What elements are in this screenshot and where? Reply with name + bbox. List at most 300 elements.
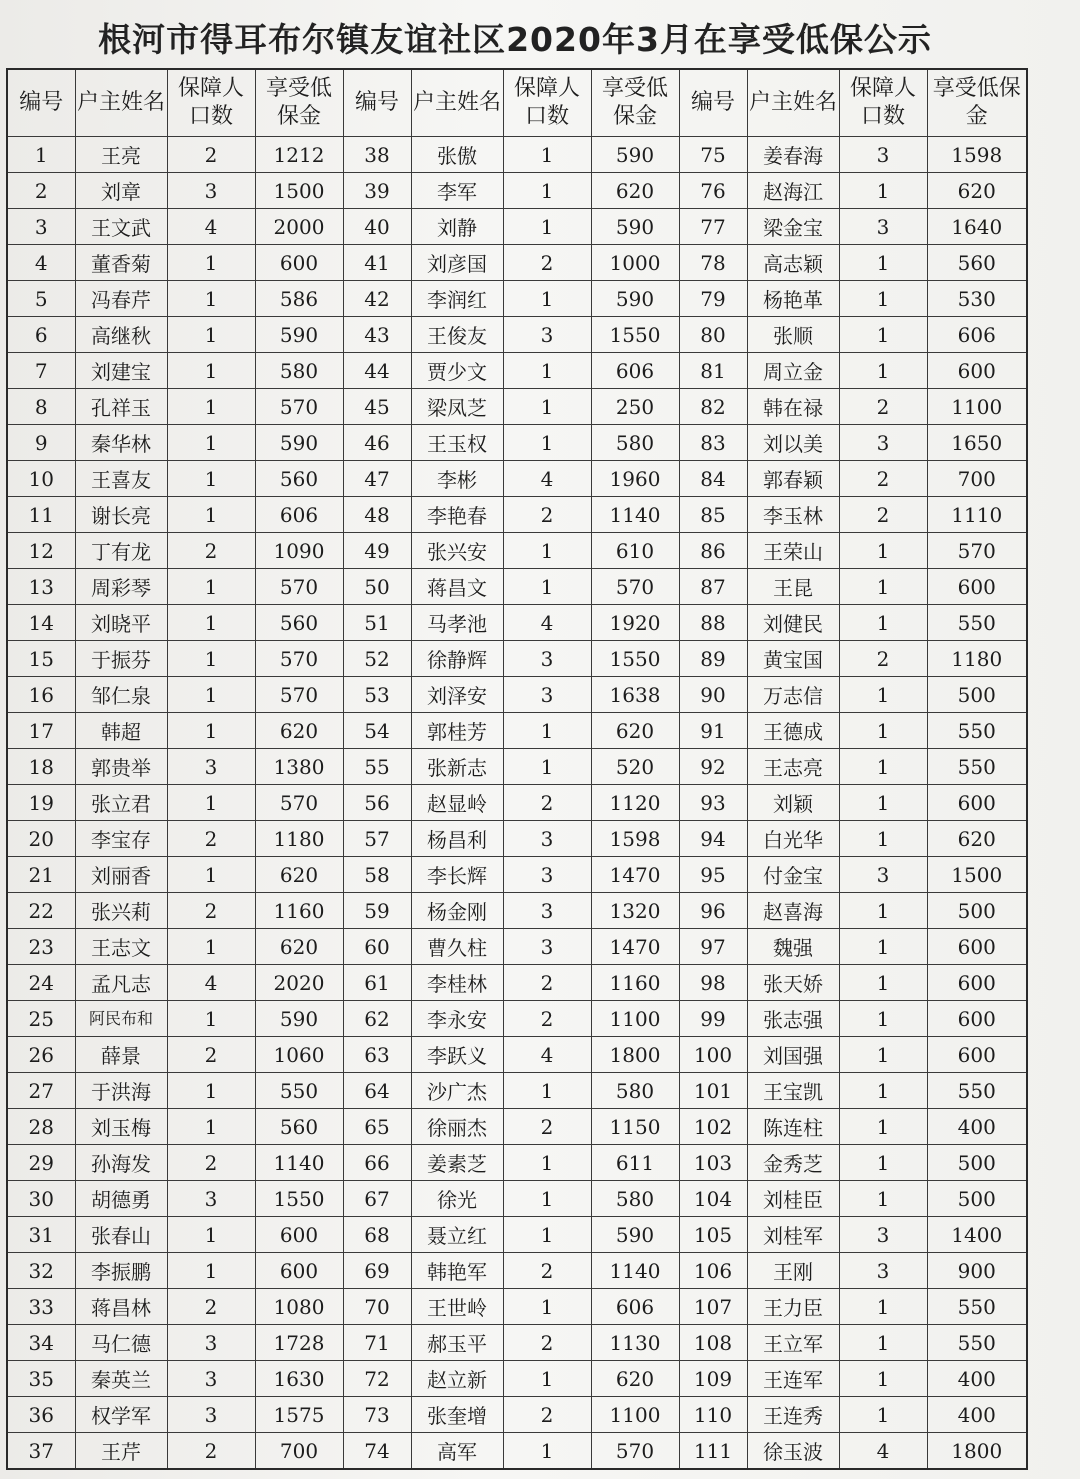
cell-householder: 刘章	[75, 173, 167, 209]
cell-persons: 2	[839, 461, 927, 497]
cell-persons: 1	[503, 533, 591, 569]
cell-allowance: 590	[591, 137, 679, 173]
cell-id: 16	[7, 677, 75, 713]
cell-id: 50	[343, 569, 411, 605]
cell-id: 48	[343, 497, 411, 533]
table-row	[7, 1145, 1027, 1181]
cell-persons: 2	[167, 1289, 255, 1325]
cell-persons: 1	[839, 1325, 927, 1361]
table-row	[7, 641, 1027, 677]
cell-persons: 1	[167, 857, 255, 893]
cell-allowance: 1470	[591, 929, 679, 965]
cell-persons: 1	[167, 425, 255, 461]
cell-householder: 付金宝	[747, 857, 839, 893]
table-row	[7, 929, 1027, 965]
cell-allowance: 580	[591, 425, 679, 461]
cell-id: 71	[343, 1325, 411, 1361]
cell-id: 66	[343, 1145, 411, 1181]
cell-allowance: 400	[927, 1109, 1027, 1145]
cell-allowance: 1380	[255, 749, 343, 785]
cell-persons: 4	[503, 461, 591, 497]
cell-householder: 王文武	[75, 209, 167, 245]
cell-allowance: 550	[927, 1073, 1027, 1109]
cell-id: 9	[7, 425, 75, 461]
roster-body	[7, 137, 1027, 1470]
cell-id: 81	[679, 353, 747, 389]
cell-persons: 3	[839, 425, 927, 461]
cell-allowance: 1800	[927, 1433, 1027, 1470]
cell-id: 99	[679, 1001, 747, 1037]
cell-persons: 3	[503, 929, 591, 965]
table-row	[7, 533, 1027, 569]
table-row	[7, 785, 1027, 821]
cell-persons: 1	[503, 569, 591, 605]
cell-allowance: 1000	[591, 245, 679, 281]
cell-persons: 1	[839, 1073, 927, 1109]
cell-persons: 1	[839, 677, 927, 713]
cell-id: 47	[343, 461, 411, 497]
cell-id: 41	[343, 245, 411, 281]
cell-allowance: 600	[255, 245, 343, 281]
page-title: 根河市得耳布尔镇友谊社区2020年3月在享受低保公示	[98, 20, 932, 59]
cell-persons: 1	[503, 1217, 591, 1253]
cell-id: 76	[679, 173, 747, 209]
cell-id: 86	[679, 533, 747, 569]
cell-id: 4	[7, 245, 75, 281]
cell-householder: 李彬	[411, 461, 503, 497]
cell-allowance: 1130	[591, 1325, 679, 1361]
table-row	[7, 1109, 1027, 1145]
cell-id: 30	[7, 1181, 75, 1217]
cell-householder: 杨昌利	[411, 821, 503, 857]
cell-persons: 1	[167, 389, 255, 425]
cell-persons: 1	[839, 1397, 927, 1433]
cell-id: 78	[679, 245, 747, 281]
cell-allowance: 1400	[927, 1217, 1027, 1253]
cell-allowance: 570	[255, 569, 343, 605]
cell-householder: 赵显岭	[411, 785, 503, 821]
cell-allowance: 606	[255, 497, 343, 533]
cell-persons: 1	[503, 173, 591, 209]
cell-allowance: 600	[927, 929, 1027, 965]
cell-id: 74	[343, 1433, 411, 1470]
cell-id: 68	[343, 1217, 411, 1253]
welfare-roster-table	[6, 68, 1028, 1470]
cell-allowance: 900	[927, 1253, 1027, 1289]
header-persons: 保障人口数	[167, 69, 255, 137]
cell-allowance: 570	[591, 1433, 679, 1470]
cell-persons: 4	[839, 1433, 927, 1470]
cell-householder: 徐静辉	[411, 641, 503, 677]
cell-persons: 3	[167, 1361, 255, 1397]
cell-householder: 万志信	[747, 677, 839, 713]
cell-householder: 李长辉	[411, 857, 503, 893]
cell-persons: 1	[167, 713, 255, 749]
cell-householder: 王连秀	[747, 1397, 839, 1433]
cell-allowance: 1320	[591, 893, 679, 929]
table-row	[7, 137, 1027, 173]
table-row	[7, 1073, 1027, 1109]
cell-id: 97	[679, 929, 747, 965]
cell-allowance: 620	[591, 713, 679, 749]
cell-id: 103	[679, 1145, 747, 1181]
cell-id: 23	[7, 929, 75, 965]
cell-persons: 3	[503, 857, 591, 893]
cell-allowance: 550	[927, 1325, 1027, 1361]
cell-id: 29	[7, 1145, 75, 1181]
cell-householder: 邹仁泉	[75, 677, 167, 713]
cell-allowance: 530	[927, 281, 1027, 317]
cell-householder: 李振鹏	[75, 1253, 167, 1289]
cell-householder: 李艳春	[411, 497, 503, 533]
cell-allowance: 500	[927, 893, 1027, 929]
cell-persons: 2	[503, 1397, 591, 1433]
cell-persons: 1	[839, 1289, 927, 1325]
cell-id: 96	[679, 893, 747, 929]
cell-allowance: 1598	[591, 821, 679, 857]
cell-allowance: 700	[255, 1433, 343, 1470]
cell-householder: 谢长亮	[75, 497, 167, 533]
cell-householder: 郭贵举	[75, 749, 167, 785]
cell-persons: 1	[503, 1145, 591, 1181]
cell-persons: 2	[167, 1037, 255, 1073]
cell-householder: 赵喜海	[747, 893, 839, 929]
cell-allowance: 1550	[591, 641, 679, 677]
cell-householder: 贾少文	[411, 353, 503, 389]
cell-id: 59	[343, 893, 411, 929]
cell-id: 98	[679, 965, 747, 1001]
cell-persons: 3	[167, 749, 255, 785]
header-allowance: 享受低保金	[591, 69, 679, 137]
cell-id: 26	[7, 1037, 75, 1073]
cell-id: 72	[343, 1361, 411, 1397]
cell-persons: 1	[503, 749, 591, 785]
cell-persons: 3	[503, 677, 591, 713]
cell-id: 37	[7, 1433, 75, 1470]
cell-householder: 权学军	[75, 1397, 167, 1433]
cell-allowance: 1728	[255, 1325, 343, 1361]
cell-persons: 2	[839, 641, 927, 677]
cell-householder: 徐玉波	[747, 1433, 839, 1470]
cell-id: 73	[343, 1397, 411, 1433]
table-row	[7, 317, 1027, 353]
cell-id: 15	[7, 641, 75, 677]
cell-allowance: 1180	[255, 821, 343, 857]
table-row	[7, 857, 1027, 893]
cell-persons: 2	[503, 497, 591, 533]
cell-persons: 1	[839, 1109, 927, 1145]
table-row	[7, 281, 1027, 317]
cell-persons: 1	[503, 137, 591, 173]
cell-householder: 曹久柱	[411, 929, 503, 965]
cell-allowance: 1640	[927, 209, 1027, 245]
cell-allowance: 586	[255, 281, 343, 317]
cell-persons: 4	[503, 1037, 591, 1073]
table-row	[7, 1037, 1027, 1073]
cell-persons: 1	[503, 713, 591, 749]
cell-householder: 李军	[411, 173, 503, 209]
cell-id: 21	[7, 857, 75, 893]
cell-persons: 1	[167, 1253, 255, 1289]
cell-id: 61	[343, 965, 411, 1001]
cell-householder: 秦华林	[75, 425, 167, 461]
cell-id: 87	[679, 569, 747, 605]
cell-persons: 1	[839, 929, 927, 965]
cell-householder: 王志文	[75, 929, 167, 965]
cell-persons: 2	[167, 1145, 255, 1181]
cell-id: 102	[679, 1109, 747, 1145]
header-row	[7, 69, 1027, 137]
header-householder: 户主姓名	[747, 69, 839, 137]
cell-id: 65	[343, 1109, 411, 1145]
cell-allowance: 1800	[591, 1037, 679, 1073]
cell-allowance: 1160	[591, 965, 679, 1001]
cell-householder: 高志颖	[747, 245, 839, 281]
cell-persons: 3	[503, 893, 591, 929]
cell-allowance: 1140	[591, 497, 679, 533]
cell-persons: 1	[839, 245, 927, 281]
cell-householder: 王世岭	[411, 1289, 503, 1325]
header-persons: 保障人口数	[839, 69, 927, 137]
cell-allowance: 1060	[255, 1037, 343, 1073]
cell-persons: 2	[503, 1253, 591, 1289]
cell-persons: 1	[167, 281, 255, 317]
cell-allowance: 1598	[927, 137, 1027, 173]
cell-allowance: 570	[255, 785, 343, 821]
cell-allowance: 550	[927, 749, 1027, 785]
cell-persons: 1	[503, 1181, 591, 1217]
cell-allowance: 580	[591, 1073, 679, 1109]
cell-persons: 1	[167, 245, 255, 281]
cell-id: 100	[679, 1037, 747, 1073]
cell-householder: 王力臣	[747, 1289, 839, 1325]
cell-allowance: 1140	[591, 1253, 679, 1289]
table-row	[7, 1361, 1027, 1397]
cell-allowance: 560	[927, 245, 1027, 281]
cell-allowance: 570	[927, 533, 1027, 569]
cell-householder: 张兴安	[411, 533, 503, 569]
cell-id: 5	[7, 281, 75, 317]
cell-persons: 1	[839, 1001, 927, 1037]
cell-allowance: 560	[255, 1109, 343, 1145]
cell-householder: 王宝凯	[747, 1073, 839, 1109]
cell-allowance: 1575	[255, 1397, 343, 1433]
table-row	[7, 1001, 1027, 1037]
cell-persons: 1	[167, 353, 255, 389]
table-row	[7, 173, 1027, 209]
table-row	[7, 1217, 1027, 1253]
cell-persons: 1	[167, 1217, 255, 1253]
cell-householder: 董香菊	[75, 245, 167, 281]
cell-householder: 刘玉梅	[75, 1109, 167, 1145]
cell-persons: 3	[167, 1325, 255, 1361]
cell-persons: 3	[167, 173, 255, 209]
cell-id: 75	[679, 137, 747, 173]
cell-persons: 2	[503, 1001, 591, 1037]
cell-persons: 1	[503, 389, 591, 425]
cell-id: 63	[343, 1037, 411, 1073]
cell-id: 13	[7, 569, 75, 605]
table-row	[7, 389, 1027, 425]
cell-householder: 高继秋	[75, 317, 167, 353]
cell-persons: 3	[839, 209, 927, 245]
cell-allowance: 1150	[591, 1109, 679, 1145]
cell-householder: 孔祥玉	[75, 389, 167, 425]
cell-householder: 孟凡志	[75, 965, 167, 1001]
cell-persons: 1	[167, 317, 255, 353]
cell-persons: 2	[503, 245, 591, 281]
cell-allowance: 1550	[255, 1181, 343, 1217]
cell-householder: 刘建宝	[75, 353, 167, 389]
cell-persons: 1	[839, 749, 927, 785]
cell-householder: 聂立红	[411, 1217, 503, 1253]
cell-id: 109	[679, 1361, 747, 1397]
cell-persons: 2	[839, 497, 927, 533]
cell-allowance: 580	[591, 1181, 679, 1217]
table-row	[7, 893, 1027, 929]
cell-allowance: 590	[591, 1217, 679, 1253]
table-row	[7, 1397, 1027, 1433]
cell-persons: 1	[839, 281, 927, 317]
cell-householder: 张春山	[75, 1217, 167, 1253]
cell-id: 7	[7, 353, 75, 389]
cell-householder: 梁金宝	[747, 209, 839, 245]
cell-id: 104	[679, 1181, 747, 1217]
cell-id: 67	[343, 1181, 411, 1217]
cell-persons: 1	[167, 605, 255, 641]
cell-id: 44	[343, 353, 411, 389]
cell-id: 20	[7, 821, 75, 857]
cell-persons: 1	[167, 929, 255, 965]
cell-id: 38	[343, 137, 411, 173]
cell-id: 105	[679, 1217, 747, 1253]
cell-id: 79	[679, 281, 747, 317]
cell-householder: 马孝池	[411, 605, 503, 641]
cell-allowance: 1550	[591, 317, 679, 353]
cell-id: 106	[679, 1253, 747, 1289]
cell-householder: 周彩琴	[75, 569, 167, 605]
cell-id: 60	[343, 929, 411, 965]
cell-persons: 1	[503, 353, 591, 389]
cell-allowance: 600	[255, 1217, 343, 1253]
cell-householder: 徐光	[411, 1181, 503, 1217]
cell-id: 108	[679, 1325, 747, 1361]
cell-householder: 李润红	[411, 281, 503, 317]
cell-id: 53	[343, 677, 411, 713]
cell-householder: 张天娇	[747, 965, 839, 1001]
cell-id: 49	[343, 533, 411, 569]
cell-householder: 阿民布和	[75, 1001, 167, 1037]
cell-id: 2	[7, 173, 75, 209]
cell-id: 17	[7, 713, 75, 749]
cell-id: 51	[343, 605, 411, 641]
cell-householder: 姜素芝	[411, 1145, 503, 1181]
cell-allowance: 1470	[591, 857, 679, 893]
cell-persons: 1	[839, 1361, 927, 1397]
cell-persons: 2	[839, 389, 927, 425]
cell-persons: 3	[839, 1253, 927, 1289]
cell-persons: 1	[839, 1181, 927, 1217]
cell-householder: 王刚	[747, 1253, 839, 1289]
cell-allowance: 700	[927, 461, 1027, 497]
cell-allowance: 600	[927, 1001, 1027, 1037]
cell-allowance: 1500	[255, 173, 343, 209]
cell-allowance: 1100	[927, 389, 1027, 425]
cell-id: 62	[343, 1001, 411, 1037]
cell-id: 52	[343, 641, 411, 677]
cell-allowance: 1212	[255, 137, 343, 173]
header-persons: 保障人口数	[503, 69, 591, 137]
cell-id: 69	[343, 1253, 411, 1289]
cell-id: 55	[343, 749, 411, 785]
cell-allowance: 600	[927, 353, 1027, 389]
table-row	[7, 1325, 1027, 1361]
cell-id: 34	[7, 1325, 75, 1361]
cell-id: 28	[7, 1109, 75, 1145]
cell-persons: 2	[503, 1109, 591, 1145]
cell-allowance: 570	[255, 677, 343, 713]
cell-id: 80	[679, 317, 747, 353]
cell-allowance: 600	[927, 569, 1027, 605]
cell-allowance: 1920	[591, 605, 679, 641]
cell-persons: 1	[503, 1289, 591, 1325]
cell-allowance: 600	[927, 785, 1027, 821]
cell-householder: 刘国强	[747, 1037, 839, 1073]
cell-id: 84	[679, 461, 747, 497]
cell-allowance: 560	[255, 461, 343, 497]
cell-allowance: 620	[927, 173, 1027, 209]
cell-id: 11	[7, 497, 75, 533]
cell-id: 18	[7, 749, 75, 785]
cell-householder: 赵海江	[747, 173, 839, 209]
cell-persons: 3	[839, 1217, 927, 1253]
cell-persons: 1	[167, 461, 255, 497]
cell-id: 25	[7, 1001, 75, 1037]
cell-householder: 郝玉平	[411, 1325, 503, 1361]
cell-persons: 3	[503, 641, 591, 677]
cell-householder: 徐丽杰	[411, 1109, 503, 1145]
cell-persons: 3	[839, 857, 927, 893]
table-row	[7, 1433, 1027, 1470]
cell-persons: 4	[167, 965, 255, 1001]
cell-id: 6	[7, 317, 75, 353]
cell-id: 70	[343, 1289, 411, 1325]
cell-allowance: 550	[255, 1073, 343, 1109]
cell-id: 58	[343, 857, 411, 893]
cell-householder: 冯春芹	[75, 281, 167, 317]
cell-id: 107	[679, 1289, 747, 1325]
cell-householder: 刘丽香	[75, 857, 167, 893]
cell-id: 94	[679, 821, 747, 857]
cell-allowance: 1110	[927, 497, 1027, 533]
cell-persons: 1	[839, 785, 927, 821]
table-row	[7, 677, 1027, 713]
cell-allowance: 570	[255, 641, 343, 677]
cell-persons: 1	[167, 1001, 255, 1037]
cell-persons: 1	[503, 1073, 591, 1109]
header-id: 编号	[679, 69, 747, 137]
header-id: 编号	[343, 69, 411, 137]
cell-id: 57	[343, 821, 411, 857]
cell-id: 32	[7, 1253, 75, 1289]
table-row	[7, 1181, 1027, 1217]
cell-householder: 张奎增	[411, 1397, 503, 1433]
cell-persons: 1	[839, 821, 927, 857]
cell-id: 101	[679, 1073, 747, 1109]
cell-householder: 秦英兰	[75, 1361, 167, 1397]
cell-id: 92	[679, 749, 747, 785]
cell-id: 111	[679, 1433, 747, 1470]
